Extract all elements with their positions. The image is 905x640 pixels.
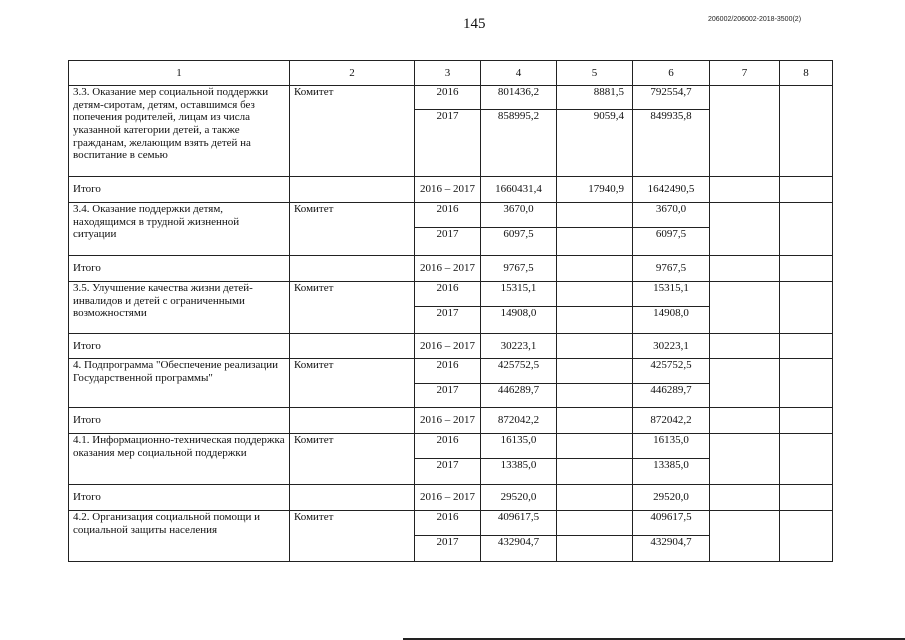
total-label: Итого — [69, 485, 290, 511]
amount-col6: 409617,5 — [633, 511, 710, 536]
period: 2016 — [415, 86, 481, 110]
amount-col5 — [557, 203, 633, 228]
empty-cell — [780, 177, 833, 203]
amount-col5 — [557, 307, 633, 334]
total-row — [69, 408, 833, 434]
empty-cell — [290, 408, 415, 434]
period: 2016 – 2017 — [415, 485, 481, 511]
table-body — [69, 86, 833, 562]
table-row — [69, 434, 833, 459]
amount-col6: 3670,0 — [633, 203, 710, 228]
amount-total: 3670,0 — [481, 203, 557, 228]
amount-col6: 16135,0 — [633, 434, 710, 459]
amount-total: 13385,0 — [481, 459, 557, 485]
amount-col5 — [557, 485, 633, 511]
empty-cell — [710, 177, 780, 203]
header-row — [69, 61, 833, 86]
column-number: 5 — [557, 61, 633, 86]
table-header — [69, 61, 833, 86]
empty-cell — [780, 256, 833, 282]
period: 2016 — [415, 359, 481, 384]
empty-cell — [710, 434, 780, 485]
column-number: 1 — [69, 61, 290, 86]
empty-cell — [780, 86, 833, 177]
period: 2016 – 2017 — [415, 177, 481, 203]
amount-col5: 9059,4 — [557, 110, 633, 177]
empty-cell — [710, 282, 780, 334]
empty-cell — [780, 359, 833, 408]
period: 2017 — [415, 228, 481, 256]
amount-col5 — [557, 434, 633, 459]
amount-total: 872042,2 — [481, 408, 557, 434]
period: 2016 — [415, 511, 481, 536]
total-label: Итого — [69, 256, 290, 282]
amount-col5 — [557, 282, 633, 307]
program-item: 3.3. Оказание мер социальной поддержки детям-сиротам, детям, оставшимся без попечения родителей, лицам из числа указанной категории детей, а также гражданам, желающим взять детей на воспитание в семью — [69, 86, 290, 177]
empty-cell — [710, 256, 780, 282]
amount-total: 14908,0 — [481, 307, 557, 334]
amount-total: 446289,7 — [481, 384, 557, 408]
amount-col5 — [557, 334, 633, 359]
amount-total: 425752,5 — [481, 359, 557, 384]
empty-cell — [710, 334, 780, 359]
amount-col6: 14908,0 — [633, 307, 710, 334]
period: 2017 — [415, 110, 481, 177]
amount-col5 — [557, 536, 633, 562]
period: 2016 — [415, 203, 481, 228]
executor: Комитет — [290, 359, 415, 408]
table-row — [69, 203, 833, 228]
program-item: 3.5. Улучшение качества жизни детей-инвалидов и детей с ограниченными возможностями — [69, 282, 290, 334]
amount-col5 — [557, 408, 633, 434]
period: 2016 — [415, 434, 481, 459]
empty-cell — [710, 485, 780, 511]
column-number: 2 — [290, 61, 415, 86]
amount-col5: 8881,5 — [557, 86, 633, 110]
empty-cell — [780, 408, 833, 434]
page-number: 145 — [463, 16, 486, 32]
period: 2017 — [415, 459, 481, 485]
empty-cell — [290, 177, 415, 203]
empty-cell — [780, 334, 833, 359]
amount-col5 — [557, 256, 633, 282]
executor: Комитет — [290, 282, 415, 334]
amount-col6: 6097,5 — [633, 228, 710, 256]
table-row — [69, 86, 833, 110]
empty-cell — [290, 485, 415, 511]
executor: Комитет — [290, 86, 415, 177]
amount-total: 29520,0 — [481, 485, 557, 511]
empty-cell — [710, 359, 780, 408]
period: 2016 – 2017 — [415, 334, 481, 359]
amount-col6: 15315,1 — [633, 282, 710, 307]
amount-total: 6097,5 — [481, 228, 557, 256]
program-item: 4.1. Информационно-техническая поддержка оказания мер социальной поддержки — [69, 434, 290, 485]
empty-cell — [710, 511, 780, 562]
total-row — [69, 334, 833, 359]
amount-total: 30223,1 — [481, 334, 557, 359]
total-row — [69, 485, 833, 511]
period: 2017 — [415, 307, 481, 334]
executor: Комитет — [290, 434, 415, 485]
amount-col5 — [557, 228, 633, 256]
amount-col6: 1642490,5 — [633, 177, 710, 203]
amount-col6: 446289,7 — [633, 384, 710, 408]
total-label: Итого — [69, 177, 290, 203]
amount-total: 15315,1 — [481, 282, 557, 307]
column-number: 4 — [481, 61, 557, 86]
empty-cell — [780, 485, 833, 511]
amount-col6: 849935,8 — [633, 110, 710, 177]
amount-total: 9767,5 — [481, 256, 557, 282]
amount-col5 — [557, 359, 633, 384]
empty-cell — [710, 408, 780, 434]
empty-cell — [290, 334, 415, 359]
period: 2016 — [415, 282, 481, 307]
empty-cell — [710, 86, 780, 177]
amount-col5: 17940,9 — [557, 177, 633, 203]
amount-col6: 13385,0 — [633, 459, 710, 485]
executor: Комитет — [290, 511, 415, 562]
period: 2017 — [415, 536, 481, 562]
table-row — [69, 359, 833, 384]
empty-cell — [290, 256, 415, 282]
empty-cell — [780, 434, 833, 485]
amount-col5 — [557, 511, 633, 536]
column-number: 3 — [415, 61, 481, 86]
total-label: Итого — [69, 334, 290, 359]
amount-col6: 792554,7 — [633, 86, 710, 110]
program-item: 4. Подпрограмма "Обеспечение реализации Государственной программы" — [69, 359, 290, 408]
amount-col6: 9767,5 — [633, 256, 710, 282]
amount-col6: 29520,0 — [633, 485, 710, 511]
amount-total: 432904,7 — [481, 536, 557, 562]
amount-total: 409617,5 — [481, 511, 557, 536]
amount-col5 — [557, 459, 633, 485]
amount-col6: 432904,7 — [633, 536, 710, 562]
document-id: 206002/206002-2018-3500(2) — [708, 16, 802, 23]
executor: Комитет — [290, 203, 415, 256]
column-number: 8 — [780, 61, 833, 86]
period: 2016 – 2017 — [415, 408, 481, 434]
amount-total: 1660431,4 — [481, 177, 557, 203]
table-row — [69, 282, 833, 307]
amount-col6: 872042,2 — [633, 408, 710, 434]
empty-cell — [780, 203, 833, 256]
empty-cell — [780, 511, 833, 562]
empty-cell — [780, 282, 833, 334]
total-row — [69, 177, 833, 203]
period: 2017 — [415, 384, 481, 408]
amount-total: 858995,2 — [481, 110, 557, 177]
column-number: 6 — [633, 61, 710, 86]
program-item: 3.4. Оказание поддержки детям, находящимся в трудной жизненной ситуации — [69, 203, 290, 256]
amount-total: 801436,2 — [481, 86, 557, 110]
total-row — [69, 256, 833, 282]
amount-col6: 425752,5 — [633, 359, 710, 384]
amount-col5 — [557, 384, 633, 408]
amount-col6: 30223,1 — [633, 334, 710, 359]
empty-cell — [710, 203, 780, 256]
table-row — [69, 511, 833, 536]
total-label: Итого — [69, 408, 290, 434]
column-number: 7 — [710, 61, 780, 86]
amount-total: 16135,0 — [481, 434, 557, 459]
period: 2016 – 2017 — [415, 256, 481, 282]
program-item: 4.2. Организация социальной помощи и социальной защиты населения — [69, 511, 290, 562]
budget-table — [68, 60, 833, 562]
